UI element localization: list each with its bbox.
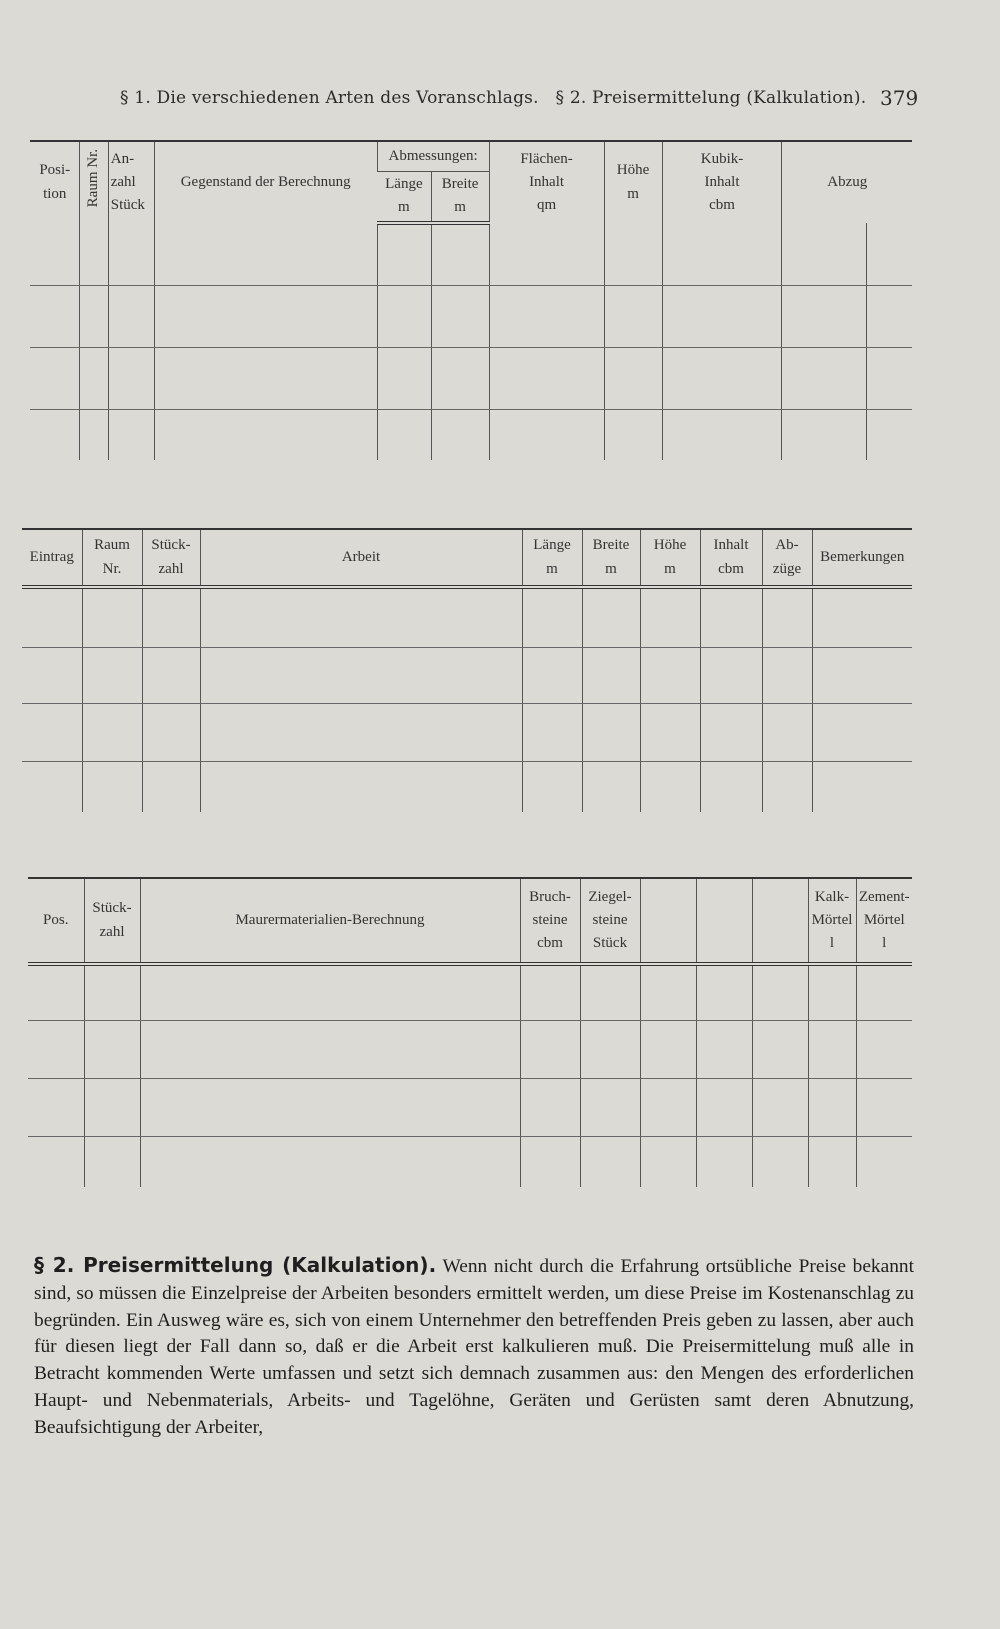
work-entry-table bbox=[22, 528, 912, 812]
table-row bbox=[28, 1078, 912, 1136]
stueckzahl-header: Stück- zahl bbox=[142, 529, 200, 587]
table-row bbox=[22, 761, 912, 812]
arbeit-header: Arbeit bbox=[200, 529, 522, 587]
section-paragraph bbox=[34, 1252, 914, 1442]
laenge-header: Länge m bbox=[377, 171, 431, 223]
raum-nr-header: Raum Nr. bbox=[82, 529, 142, 587]
breite-header: Breite m bbox=[431, 171, 489, 223]
table-row bbox=[22, 703, 912, 761]
hoehe-header: Höhe m bbox=[640, 529, 700, 587]
maurermaterialien-header: Maurermaterialien-Berechnung bbox=[140, 878, 520, 964]
table-row bbox=[30, 223, 912, 285]
ziegelsteine-header: Ziegel- steine Stück bbox=[580, 878, 640, 964]
blank-header bbox=[640, 878, 696, 964]
abzug-header: Abzug bbox=[782, 141, 912, 223]
kalk-moertel-header: Kalk- Mörtel l bbox=[808, 878, 856, 964]
stueckzahl-header: Stück- zahl bbox=[84, 878, 140, 964]
inhalt-header: Inhalt cbm bbox=[700, 529, 762, 587]
section-text: Wenn nicht durch die Erfahrung ortsübliche Preise bekannt sind, so müssen die Einzelpreise der Arbeiten besonders ermittelt werden, um diese Preise im Kostenanschlag zu begründen. Ein Ausweg wäre es, sich von einem Unternehmer den betreffenden Preis geben zu lassen, aber auch für diesen liegt der Fall dann so, daß er die Arbeit erst kalkulieren muß. Die Preisermittelung muß alle in Betracht kommenden Werte umfassen und setzt sich demnach zusammen aus: den Mengen des erforderlichen Haupt- und Nebenmaterials, Arbeits- und Tagelöhne, Geräten und Gerüsten samt deren Abnutzung, Beaufsichtigung der Arbeiter, bbox=[34, 1256, 915, 1438]
blank-header bbox=[752, 878, 808, 964]
masonry-material-table bbox=[28, 877, 912, 1187]
table-row bbox=[28, 1020, 912, 1078]
table-row bbox=[28, 964, 912, 1020]
table3-body bbox=[28, 964, 912, 1187]
abmessungen-header: Abmessungen: bbox=[377, 141, 489, 171]
anzahl-header: An- zahl Stück bbox=[108, 141, 154, 223]
table-row bbox=[30, 347, 912, 409]
hoehe-header: Höhe m bbox=[604, 141, 662, 223]
bemerkungen-header: Bemerkungen bbox=[812, 529, 912, 587]
laenge-header: Länge m bbox=[522, 529, 582, 587]
table-row bbox=[30, 409, 912, 460]
page-number: 379 bbox=[880, 86, 919, 110]
running-head: § 1. Die verschiedenen Arten des Voranschlags. § 2. Preisermittelung (Kalkulation). bbox=[120, 88, 867, 108]
blank-header bbox=[696, 878, 752, 964]
table-row bbox=[30, 285, 912, 347]
zement-moertel-header: Zement- Mörtel l bbox=[856, 878, 912, 964]
bruchsteine-header: Bruch- steine cbm bbox=[520, 878, 580, 964]
table2-body bbox=[22, 587, 912, 812]
table-row bbox=[22, 587, 912, 647]
pos-header: Pos. bbox=[28, 878, 84, 964]
eintrag-header: Eintrag bbox=[22, 529, 82, 587]
abzuege-header: Ab- züge bbox=[762, 529, 812, 587]
section-heading: § 2. Preisermittelung (Kalkulation). bbox=[34, 1253, 437, 1277]
raum-nr-header: Raum Nr. bbox=[80, 141, 108, 223]
flaechen-inhalt-header: Flächen- Inhalt qm bbox=[489, 141, 604, 223]
table1-body bbox=[30, 223, 912, 460]
position-header: Posi- tion bbox=[30, 141, 80, 223]
table-row bbox=[28, 1136, 912, 1187]
breite-header: Breite m bbox=[582, 529, 640, 587]
calculation-form-table bbox=[30, 140, 912, 460]
table-row bbox=[22, 647, 912, 703]
kubik-inhalt-header: Kubik- Inhalt cbm bbox=[662, 141, 782, 223]
gegenstand-header: Gegenstand der Berechnung bbox=[154, 141, 377, 223]
